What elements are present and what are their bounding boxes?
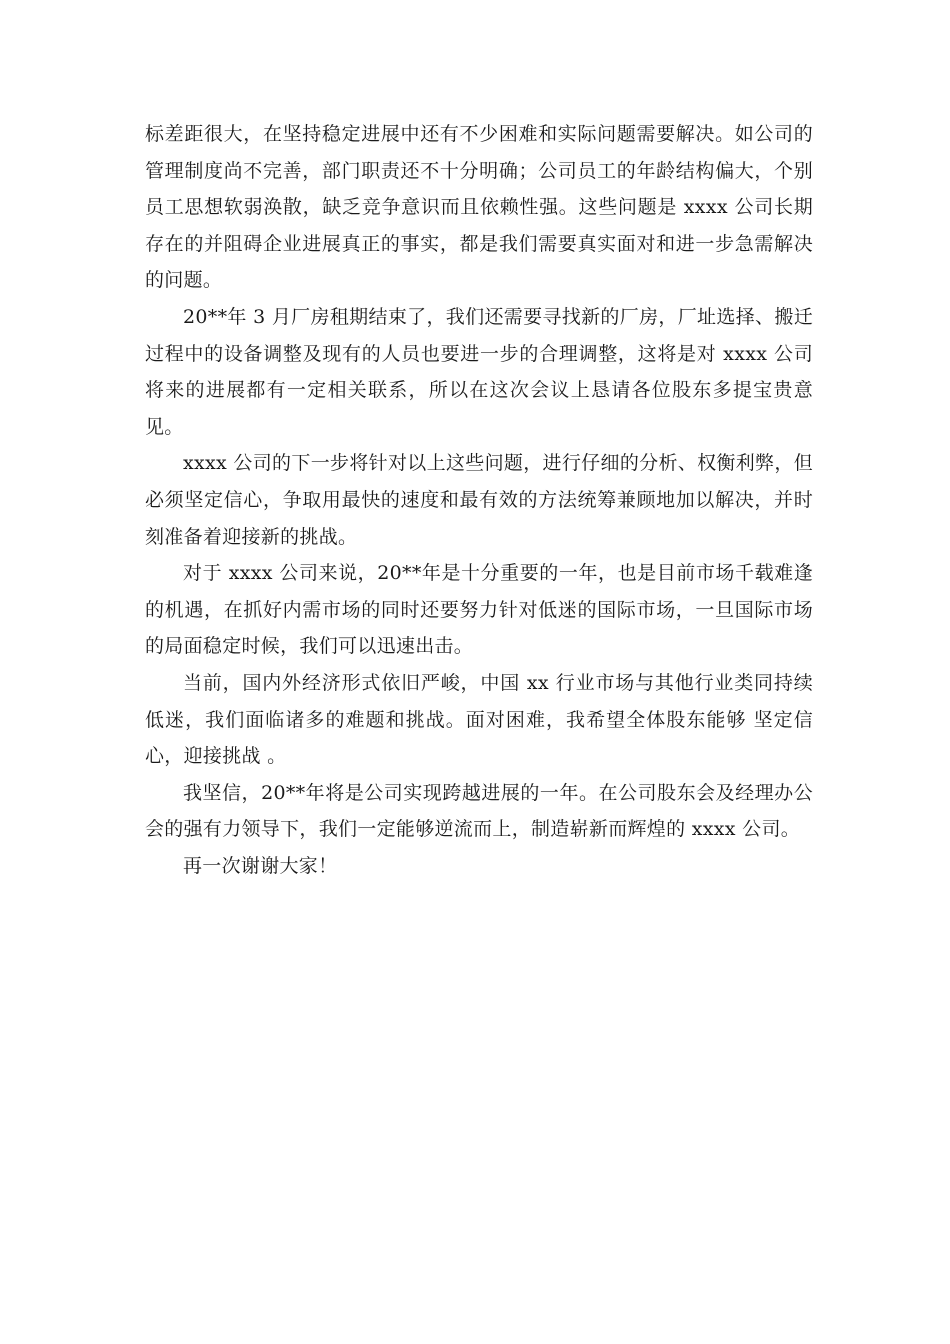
paragraph-6: 我坚信，20**年将是公司实现跨越进展的一年。在公司股东会及经理办公会的强有力领导下，我们一定能够逆流而上，制造崭新而辉煌的 xxxx 公司。 bbox=[145, 781, 813, 841]
paragraph-1: 标差距很大，在坚持稳定进展中还有不少困难和实际问题需要解决。如公司的管理制度尚不完善，部门职责还不十分明确；公司员工的年龄结构偏大，个别员工思想软弱涣散，缺乏竞争意识而且依赖性强。这些问题是 xxxx 公司长期存在的并阻碍企业进展真正的事实，都是我们需要真实面对和进一步急需解决的问题。 bbox=[145, 123, 813, 292]
paragraph-7: 再一次谢谢大家！ bbox=[183, 854, 338, 877]
paragraph-2: 20**年 3 月厂房租期结束了，我们还需要寻找新的厂房，厂址选择、搬迁过程中的设备调整及现有的人员也要进一步的合理调整，这将是对 xxxx 公司将来的进展都有一定相关联系，所以在这次会议上恳请各位股东多提宝贵意见。 bbox=[145, 305, 813, 438]
paragraph-3: xxxx 公司的下一步将针对以上这些问题，进行仔细的分析、权衡利弊，但必须坚定信心，争取用最快的速度和最有效的方法统筹兼顾地加以解决，并时刻准备着迎接新的挑战。 bbox=[145, 452, 813, 548]
paragraph-5: 当前，国内外经济形式依旧严峻，中国 xx 行业市场与其他行业类同持续低迷，我们面临诸多的难题和挑战。面对困难，我希望全体股东能够 坚定信心，迎接挑战 。 bbox=[145, 671, 813, 768]
document-body bbox=[145, 116, 813, 884]
paragraph-4: 对于 xxxx 公司来说，20**年是十分重要的一年，也是目前市场千载难逢的机遇，在抓好内需市场的同时还要努力针对低迷的国际市场，一旦国际市场的局面稳定时候，我们可以迅速出击。 bbox=[145, 562, 813, 658]
